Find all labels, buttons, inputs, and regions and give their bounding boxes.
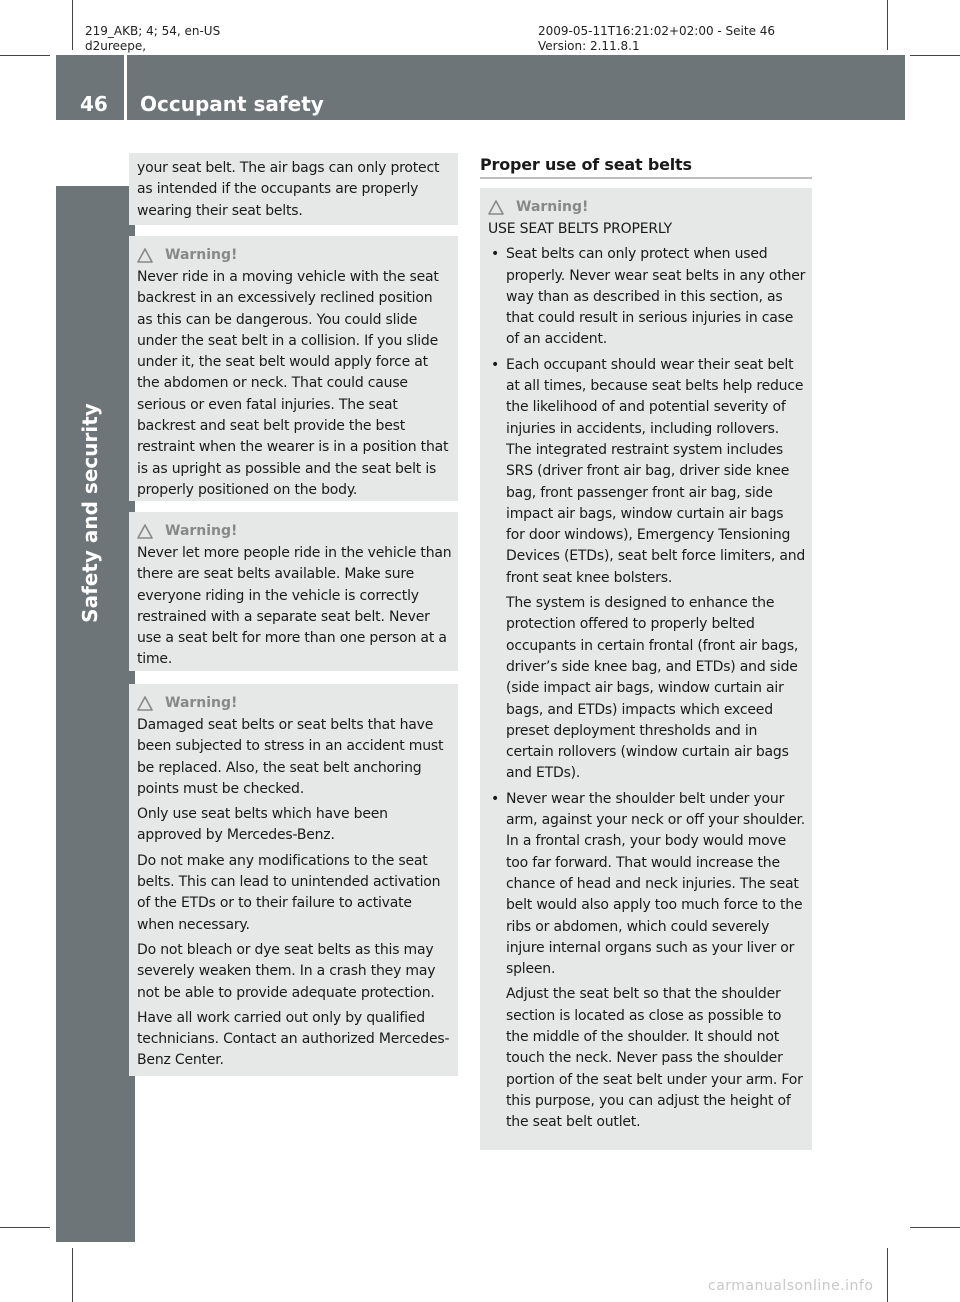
warning-triangle-icon — [137, 248, 153, 263]
warning-label: Warning! — [516, 199, 589, 215]
warning-heading — [137, 693, 452, 714]
warning-text: Never ride in a moving vehicle with the seat backrest in an excessively reclined position as this can be dangerous. You could slide under the seat belt in a collision. If you slide under it, the seat belt would apply force at the abdomen or neck. That could cause serious or even fatal injuries. The seat backrest and seat belt provide the best restraint when the wearer is in a position that is as upright as possible and the seat belt is properly positioned on the body. — [137, 269, 449, 498]
side-tab — [56, 186, 135, 1242]
caps-line: USE SEAT BELTS PROPERLY — [488, 221, 672, 237]
page-number: 46 — [80, 92, 108, 116]
warning-label: Warning! — [165, 695, 238, 711]
watermark: carmanualsonline.info — [708, 1278, 874, 1294]
warning-text: Never let more people ride in the vehicle than there are seat belts available. Make sure everyone riding in the vehicle is correctly restrained with a separate seat belt. Never use a seat belt for more than one person at a time. — [137, 545, 452, 668]
crop-mark — [887, 0, 888, 50]
warning-box-proper-use — [480, 188, 812, 1150]
warning-heading — [488, 197, 806, 218]
warning-label: Warning! — [165, 523, 238, 539]
warning-heading — [137, 521, 452, 542]
warning-triangle-icon — [488, 200, 504, 215]
intro-text: your seat belt. The air bags can only protect as intended if the occupants are properly wearing their seat belts. — [137, 160, 440, 219]
warning-paragraph: Damaged seat belts or seat belts that have been subjected to stress in an accident must be replaced. Also, the seat belt anchoring points must be checked. — [137, 717, 444, 797]
print-meta-user: d2ureepe, — [85, 39, 147, 53]
bullet-item: • Each occupant should wear their seat belt at all times, because seat belts help reduce the likelihood of and potential severity of injuries in accidents, including rollovers. The integrated restraint system includes SRS (driver front air bag, driver side knee bag, front passenger front air bag, side impact air bags, window curtain air bags for door windows), Emergency Tensioning Devices (ETDs), seat belt force limiters, and front seat knee bolsters. — [488, 355, 806, 589]
warning-box-damaged-belts — [129, 684, 458, 1076]
side-tab-text: Safety and security — [78, 403, 102, 623]
crop-mark — [0, 1227, 50, 1228]
warning-heading — [137, 245, 452, 266]
crop-mark — [0, 55, 50, 56]
crop-mark — [910, 1227, 960, 1228]
crop-mark — [72, 1248, 73, 1302]
print-meta-doc-id: 219_AKB; 4; 54, en-US — [85, 24, 221, 38]
warning-label: Warning! — [165, 247, 238, 263]
bullet-continuation: The system is designed to enhance the protection offered to properly belted occupants in certain frontal (front air bags, driver’s side knee bag, and ETDs) and side (side impact air bags, window curtain air bags, and ETDs) impacts which exceed preset deployment thresholds and in certain rollovers (window curtain air bags and ETDs). — [506, 595, 799, 782]
bullet-continuation: Adjust the seat belt so that the shoulder section is located as close as possible to the middle of the shoulder. It should not touch the neck. Never pass the shoulder portion of the seat belt under your arm. For this purpose, you can adjust the height of the seat belt outlet. — [506, 986, 803, 1131]
warning-paragraph: Do not make any modifications to the seat belts. This can lead to unintended activation of the ETDs or to their failure to activate when necessary. — [137, 852, 441, 933]
warning-box-occupants — [129, 512, 458, 671]
warning-box-reclined — [129, 236, 458, 501]
print-meta-version: Version: 2.11.8.1 — [538, 39, 640, 53]
header-divider — [124, 55, 127, 120]
section-heading: Proper use of seat belts — [480, 155, 692, 174]
crop-mark — [72, 0, 73, 50]
crop-mark — [910, 55, 960, 56]
bullet-item: • Never wear the shoulder belt under your arm, against your neck or off your shoulder. In a frontal crash, your body would move too far forward. That would increase the chance of head and neck injuries. The seat belt would also apply too much force to the ribs or abdomen, which could severely injure internal organs such as your liver or spleen. — [488, 789, 806, 981]
warning-paragraph: Do not bleach or dye seat belts as this may severely weaken them. In a crash they may not be able to provide adequate protection. — [137, 941, 436, 1001]
warning-triangle-icon — [137, 524, 153, 539]
intro-box — [129, 153, 458, 225]
heading-rule — [480, 177, 812, 179]
print-meta-right — [538, 24, 775, 54]
warning-paragraph: Have all work carried out only by qualified technicians. Contact an authorized Mercedes-Benz Center. — [137, 1009, 450, 1069]
bullet-item: • Seat belts can only protect when used properly. Never wear seat belts in any other way than as described in this section, as that could result in serious injuries in case of an accident. — [488, 244, 806, 350]
warning-paragraph: Only use seat belts which have been approved by Mercedes-Benz. — [137, 806, 388, 844]
print-meta-left — [85, 24, 220, 54]
warning-triangle-icon — [137, 696, 153, 711]
page-title: Occupant safety — [140, 92, 324, 116]
crop-mark — [887, 1248, 888, 1302]
print-meta-timestamp: 2009-05-11T16:21:02+02:00 - Seite 46 — [538, 24, 776, 38]
